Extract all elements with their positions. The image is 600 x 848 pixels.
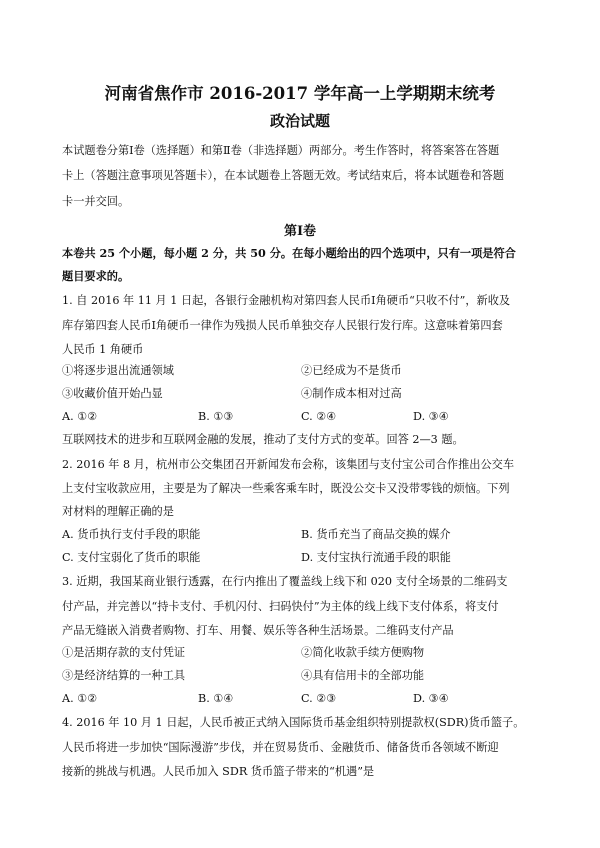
q2-answer-b: B. 货币充当了商品交换的媒介 <box>301 528 451 541</box>
q1-option-4: ④制作成本相对过高 <box>301 387 402 400</box>
instruction-line: 卡上（答题注意事项见答题卡），在本试题卷上答题无效。考试结束后，将本试题卷和答题 <box>62 169 504 182</box>
q3-stem-line: 付产品，并完善以“持卡支付、手机闪付、扫码快付”为主体的线上线下支付体系，将支付 <box>62 600 499 613</box>
q1-option-1: ①将逐步退出流通领域 <box>62 364 174 377</box>
q3-answer-a: A. ①② <box>62 692 98 705</box>
q1-stem-line: 库存第四套人民币Ⅰ角硬币一律作为残损人民币单独交存人民银行发行库。这意味着第四套 <box>62 319 503 332</box>
q3-stem-line: 产品无缝嵌入消费者购物、打车、用餐、娱乐等各种生活场景。二维码支付产品 <box>62 624 454 637</box>
q1-answer-a: A. ①② <box>62 410 98 423</box>
q3-answer-b: B. ①④ <box>198 692 234 705</box>
q1-answer-d: D. ③④ <box>413 410 449 423</box>
q1-option-2: ②已经成为不是货币 <box>301 364 402 377</box>
exam-subtitle: 政治试题 <box>269 112 330 130</box>
q3-option-2: ②简化收款手续方便购物 <box>301 646 425 659</box>
exam-title: 河南省焦作市 2016-2017 学年高一上学期期末统考 <box>104 84 496 103</box>
section-intro-line: 本卷共 25 个小题，每小题 2 分，共 50 分。在每小题给出的四个选项中，只有一项是符合 <box>62 246 516 260</box>
q2-stem-line: 对材料的理解正确的是 <box>62 505 174 518</box>
q3-option-4: ④具有信用卡的全部功能 <box>301 669 425 682</box>
q4-stem-line: 接新的挑战与机遇。人民币加入 SDR 货币篮子带来的“机遇”是 <box>62 765 375 778</box>
q2-answer-a: A. 货币执行支付手段的职能 <box>62 528 201 541</box>
q2-answer-d: D. 支付宝执行流通手段的职能 <box>301 551 451 564</box>
q1-answer-b: B. ①③ <box>198 410 234 423</box>
q2-answer-c: C. 支付宝弱化了货币的职能 <box>62 551 201 564</box>
section-intro-line: 题目要求的。 <box>62 269 130 283</box>
q1-stem-line: 人民币 1 角硬币 <box>62 343 144 356</box>
q3-answer-c: C. ②③ <box>301 692 337 705</box>
q3-answer-d: D. ③④ <box>413 692 449 705</box>
section-title: 第Ⅰ卷 <box>283 224 317 239</box>
q2-stem-line: 上支付宝收款应用，主要是为了解决一些乘客乘车时，既没公交卡又没带零钱的烦恼。下列 <box>62 482 510 495</box>
q1-stem-line: 1. 自 2016 年 11 月 1 日起，各银行金融机构对第四套人民币Ⅰ角硬币“只收不付”，新收及 <box>62 294 511 307</box>
instruction-line: 本试题卷分第Ⅰ卷（选择题）和第Ⅱ卷（非选择题）两部分。考生作答时，将答案答在答题 <box>62 144 500 157</box>
q1-option-3: ③收藏价值开始凸显 <box>62 387 163 400</box>
q3-option-1: ①是活期存款的支付凭证 <box>62 646 186 659</box>
q2-stem-line: 2. 2016 年 8 月，杭州市公交集团召开新闻发布会称，该集团与支付宝公司合作推出公交车 <box>62 458 515 471</box>
q3-option-3: ③是经济结算的一种工具 <box>62 669 186 682</box>
q3-stem-line: 3. 近期，我国某商业银行透露，在行内推出了覆盖线上线下和 020 支付全场景的二维码支 <box>62 575 508 588</box>
group-intro: 互联网技术的进步和互联网金融的发展，推动了支付方式的变革。回答 2—3 题。 <box>62 433 464 446</box>
q1-answer-c: C. ②④ <box>301 410 337 423</box>
q4-stem-line: 人民币将进一步加快“国际漫游”步伐，并在贸易货币、金融货币、储备货币各领域不断迎 <box>62 741 499 754</box>
q4-stem-line: 4. 2016 年 10 月 1 日起，人民币被正式纳入国际货币基金组织特别提款权(SDR)货币篮子。 <box>62 716 525 729</box>
instruction-line: 卡一并交回。 <box>62 195 130 208</box>
